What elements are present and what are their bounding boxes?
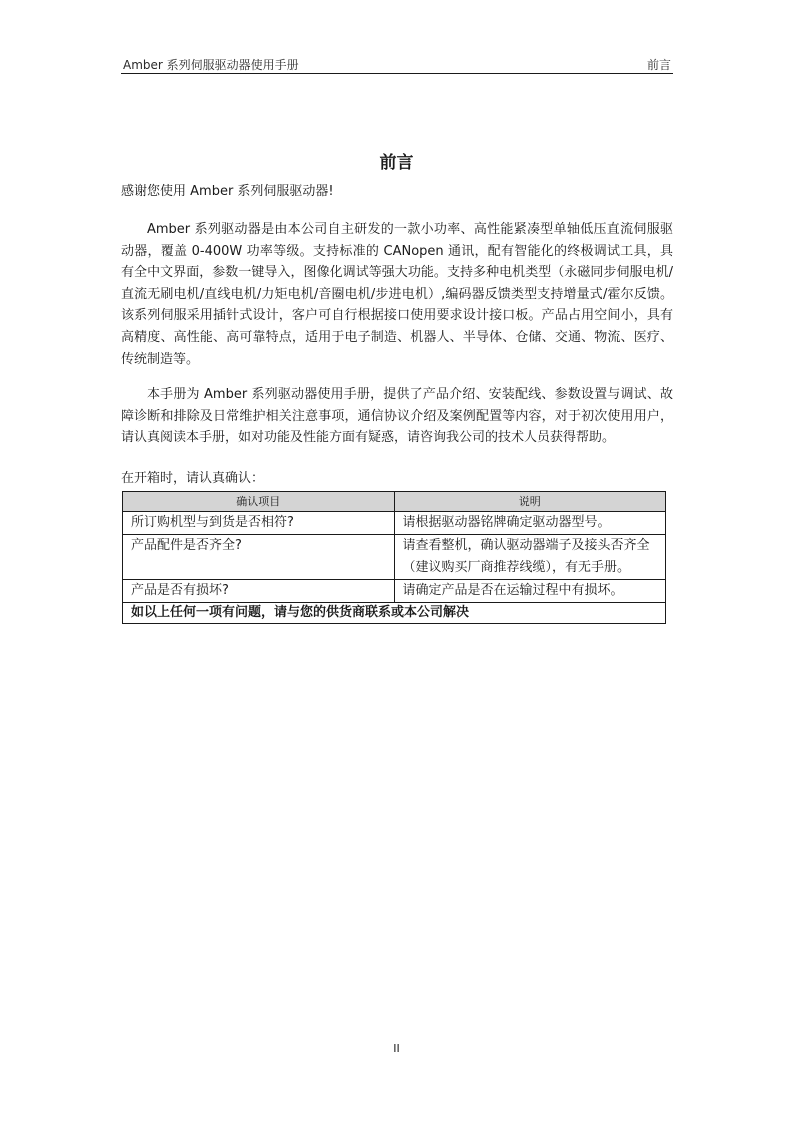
intro-paragraph: Amber 系列驱动器是由本公司自主研发的一款小功率、高性能紧凑型单轴低压直流伺服驱动器，覆盖 0-400W 功率等级。支持标准的 CANopen 通讯，配有智能化的终极调试工具，具有全中文界面，参数一键导入，图像化调试等强大功能。支持多种电机类型（永磁同步伺服电机/直流无刷电机/直线电机/力矩电机/音圈电机/步进电机）,编码器反馈类型支持增量式/霍尔反馈。该系列伺服采用插针式设计，客户可自行根据接口使用要求设计接口板。产品占用空间小，具有高精度、高性能、高可靠特点，适用于电子制造、机器人、半导体、仓储、交通、物流、医疗、传统制造等。 bbox=[121, 222, 673, 367]
table-header-row bbox=[123, 492, 666, 512]
thanks-line: 感谢您使用 Amber 系列伺服驱动器! bbox=[121, 184, 334, 199]
row-item: 所订购机型与到货是否相符? bbox=[123, 512, 395, 535]
row-desc: 请查看整机，确认驱动器端子及接头否齐全（建议购买厂商推荐线缆），有无手册。 bbox=[394, 535, 666, 580]
manual-paragraph: 本手册为 Amber 系列驱动器使用手册，提供了产品介绍、安装配线、参数设置与调试、故障诊断和排除及日常维护相关注意事项，通信协议介绍及案例配置等内容，对于初次使用用户，请认真阅读本手册，如对功能及性能方面有疑惑，请咨询我公司的技术人员获得帮助。 bbox=[121, 387, 673, 446]
row-item: 产品是否有损坏? bbox=[123, 580, 395, 603]
header-desc: 说明 bbox=[394, 492, 666, 512]
row-desc: 请根据驱动器铭牌确定驱动器型号。 bbox=[394, 512, 666, 535]
table-footer-row bbox=[123, 603, 666, 624]
row-item: 产品配件是否齐全? bbox=[123, 535, 395, 580]
header-section: 前言 bbox=[646, 58, 671, 72]
confirm-intro: 在开箱时，请认真确认： bbox=[121, 471, 265, 486]
page-title: 前言 bbox=[379, 153, 414, 173]
header-item: 确认项目 bbox=[123, 492, 395, 512]
header-doc-title: Amber 系列伺服驱动器使用手册 bbox=[123, 58, 299, 72]
checklist-table bbox=[122, 491, 666, 624]
table-footer-note: 如以上任何一项有问题，请与您的供货商联系或本公司解决 bbox=[123, 603, 666, 624]
page-number: II bbox=[393, 1042, 400, 1055]
page-header bbox=[121, 55, 673, 74]
table-row bbox=[123, 512, 666, 535]
table-row bbox=[123, 580, 666, 603]
table-row bbox=[123, 535, 666, 580]
row-desc: 请确定产品是否在运输过程中有损坏。 bbox=[394, 580, 666, 603]
